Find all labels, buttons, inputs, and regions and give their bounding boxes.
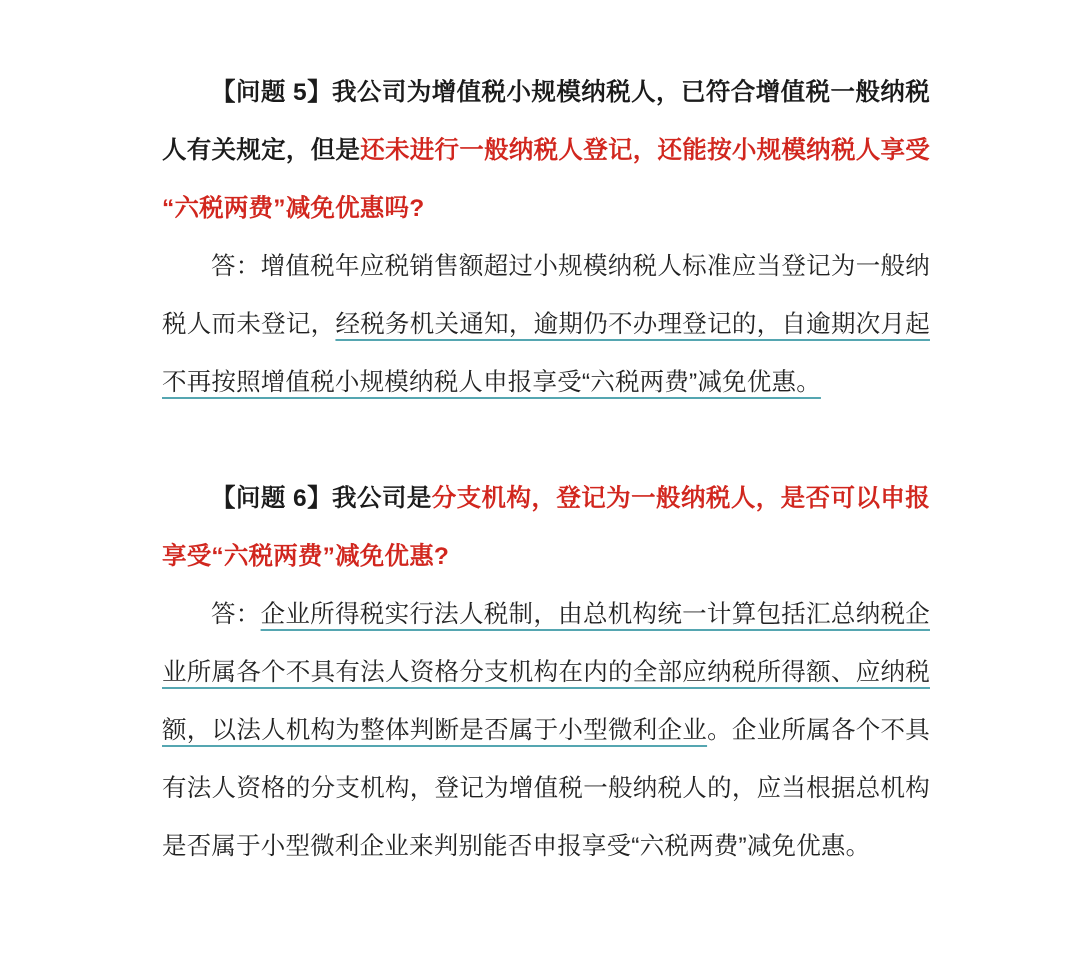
- question-6-answer-prefix: 答：: [211, 601, 261, 628]
- paragraph-spacer: [162, 412, 930, 470]
- question-5-answer-underlined-text: 经税务机关通知，逾期仍不办理登记的，自逾期次月起不再按照增值税小规模纳税人申报享受“六税两费”减免优惠。: [162, 311, 930, 396]
- question-6-heading-text: 【问题 6】我公司是: [211, 485, 432, 512]
- question-6-heading-highlight: 分支机构，登记为一般纳税人，是否可以申报享受“六税两费”减免优惠?: [162, 485, 931, 570]
- question-6-heading: [162, 470, 930, 586]
- question-5-heading-text: 【问题 5】我公司为增值税小规模纳税人，已符合增值税一般纳税人有关规定，但是: [162, 79, 930, 164]
- question-5-answer-text: 答：增值税年应税销售额超过小规模纳税人标准应当登记为一般纳税人而未登记，: [162, 253, 930, 338]
- question-5-answer: [162, 238, 930, 412]
- question-5-heading: [162, 64, 930, 238]
- question-5-heading-highlight: 还未进行一般纳税人登记，还能按小规模纳税人享受“六税两费”减免优惠吗?: [162, 137, 930, 222]
- question-6-answer-underlined-text: 企业所得税实行法人税制，由总机构统一计算包括汇总纳税企业所属各个不具有法人资格分支机构在内的全部应纳税所得额、应纳税额，以法人机构为整体判断是否属于小型微利企业: [162, 601, 930, 744]
- document-content: [162, 64, 930, 876]
- question-6-answer: [162, 586, 930, 876]
- question-6-answer-text: 。企业所属各个不具有法人资格的分支机构，登记为增值税一般纳税人的，应当根据总机构是否属于小型微利企业来判别能否申报享受“六税两费”减免优惠。: [162, 717, 930, 860]
